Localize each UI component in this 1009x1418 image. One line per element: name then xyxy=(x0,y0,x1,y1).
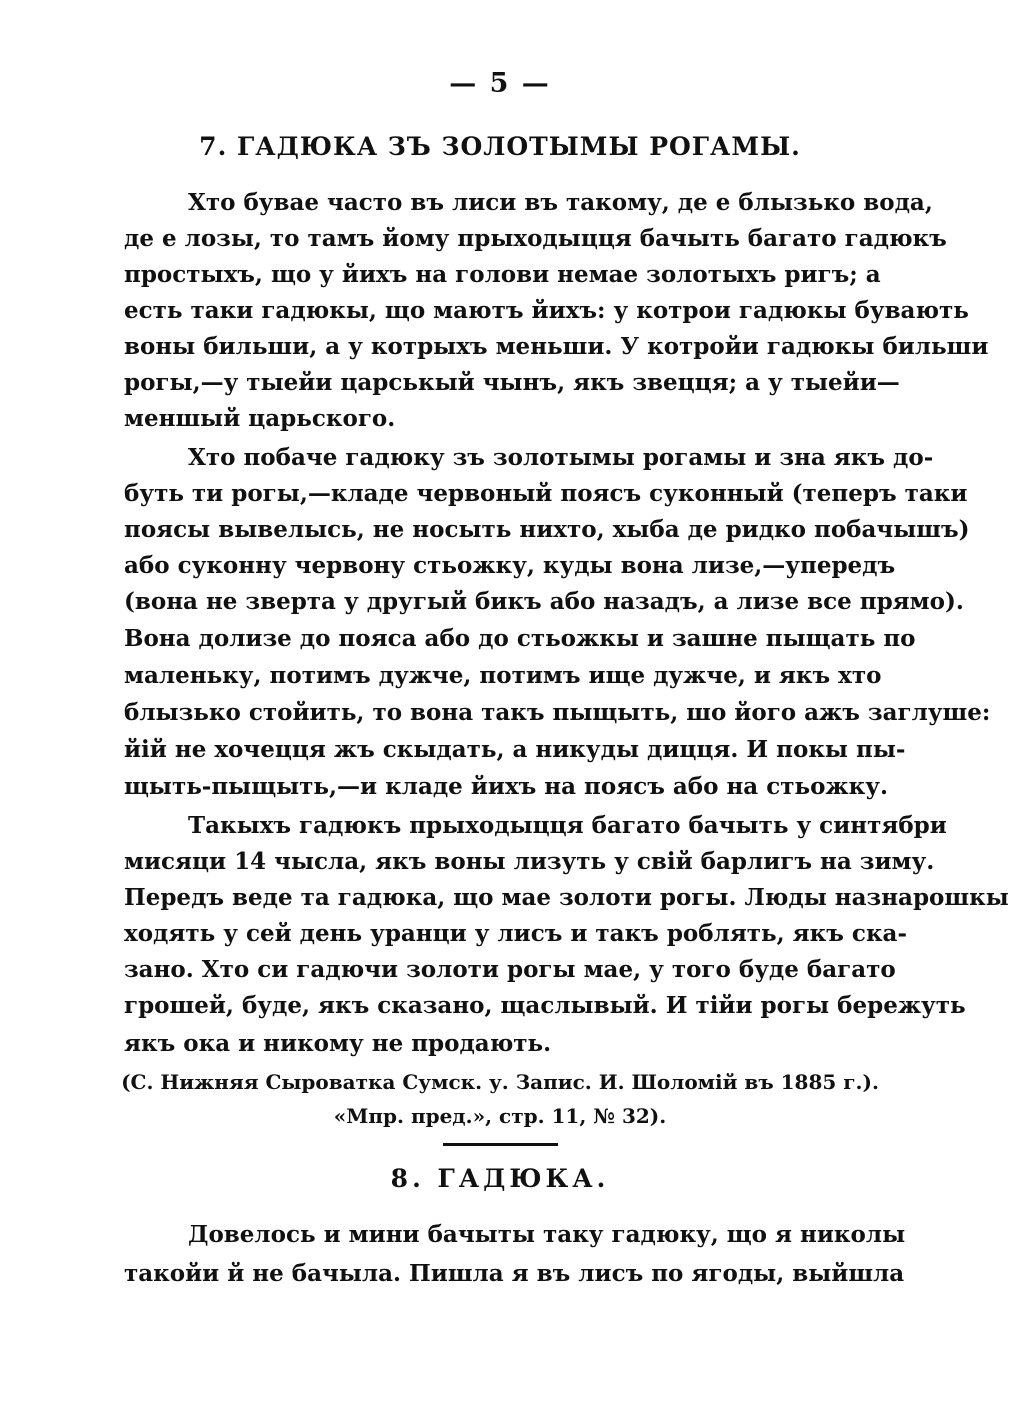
text-line: воны бильши, а у котрыхъ меньши. У котройи гадюкы бильши xyxy=(124,333,989,360)
text-line: або суконну червону стьожку, куды вона лизе,—упередъ xyxy=(124,552,896,579)
citation: (С. Нижняя Сыроватка Сумск. у. Запис. И. Шоломій въ 1885 г.). xyxy=(121,1070,879,1094)
text-line: такойи й не бачыла. Пишла я въ лисъ по ягоды, выйшла xyxy=(124,1260,905,1287)
text-line: буть ти рогы,—кладе червоный поясъ суконный (теперъ таки xyxy=(124,480,968,507)
text-line: есть таки гадюкы, що маютъ йихъ: у котрои гадюкы бувають xyxy=(124,297,969,324)
page-number: — 5 — xyxy=(449,68,551,99)
text-line: рогы,—у тыейи царськый чынъ, якъ звецця; а у тыейи— xyxy=(124,369,900,396)
text-line: щыть-пыщыть,—и кладе йихъ на поясъ або на стьожку. xyxy=(124,773,888,800)
text-line: Такыхъ гадюкъ прыходыцця багато бачыть у синтябри xyxy=(188,812,947,839)
text-line: блызько стойить, то вона такъ пыщыть, шо його ажъ заглуше: xyxy=(124,699,991,726)
text-line: мисяци 14 чысла, якъ воны лизуть у свій барлигъ на зиму. xyxy=(124,848,935,875)
citation-source: «Мпр. пред.», стр. 11, № 32). xyxy=(333,1104,667,1128)
text-line: ходять у сей день уранци у лисъ и такъ роблять, якъ ска- xyxy=(124,920,907,947)
text-line: де е лозы, то тамъ йому прыходыцця бачыть багато гадюкъ xyxy=(124,225,947,252)
text-line: якъ ока и никому не продають. xyxy=(124,1030,552,1057)
section-title-7: 7. ГАДЮКА ЗЪ ЗОЛОТЫМЫ РОГАМЫ. xyxy=(199,132,801,161)
text-line: Хто бувае часто въ лиси въ такому, де е блызько вода, xyxy=(188,189,933,216)
text-line: зано. Хто си гадючи золоти рогы мае, у того буде багато xyxy=(124,956,896,983)
text-line: меншый царьского. xyxy=(124,405,396,432)
text-line: Хто побаче гадюку зъ золотымы рогамы и зна якъ до- xyxy=(188,444,934,471)
text-line: (вона не зверта у другый бикъ або назадъ, а лизе все прямо). xyxy=(124,588,964,615)
text-line: грошей, буде, якъ сказано, щаслывый. И тійи рогы бережуть xyxy=(124,992,966,1019)
text-line: простыхъ, що у йихъ на голови немае золотыхъ ригъ; а xyxy=(124,261,881,288)
text-line: поясы вывелысь, не носыть нихто, хыба де ридко побачышъ) xyxy=(124,516,970,543)
text-line: Вона долизе до пояса або до стьожкы и зашне пыщать по xyxy=(124,625,916,652)
section-divider xyxy=(443,1143,558,1146)
section-title-8: 8. ГАДЮКА. xyxy=(390,1164,610,1193)
text-line: Довелось и мини бачыты таку гадюку, що я николы xyxy=(188,1221,906,1248)
text-line: йій не хочецця жъ скыдать, а никуды дицця. И покы пы- xyxy=(124,736,906,763)
text-line: маленьку, потимъ дужче, потимъ ище дужче, и якъ хто xyxy=(124,662,882,689)
text-line: Передъ веде та гадюка, що мае золоти рогы. Люды назнарошкы xyxy=(124,884,1009,911)
